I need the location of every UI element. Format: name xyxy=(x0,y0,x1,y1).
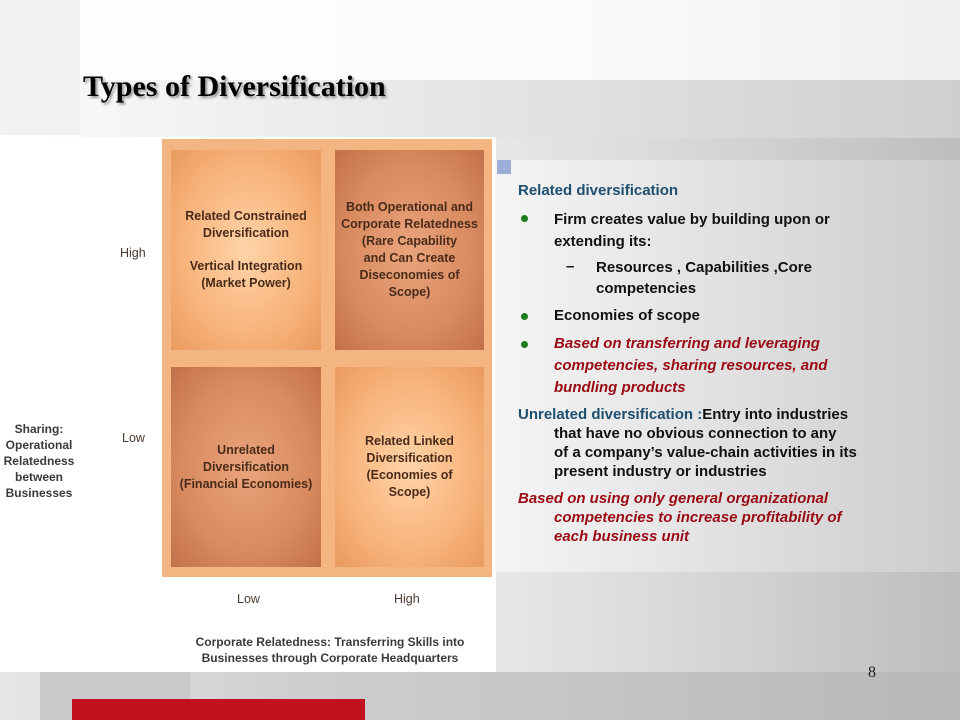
cell-unrelated xyxy=(171,367,321,567)
cell-text: (Economies of xyxy=(366,468,453,482)
cell-text: Unrelated xyxy=(217,442,275,457)
cell-text: Related Constrained xyxy=(185,209,307,223)
x-level-high: High xyxy=(394,592,420,606)
bullet-line: competencies, sharing resources, and xyxy=(554,357,828,374)
based-on-general-paragraph xyxy=(518,489,842,546)
unrelated-diversification-paragraph xyxy=(518,405,857,481)
y-axis-title-line: Relatedness xyxy=(3,454,75,468)
x-axis-title-line: Businesses through Corporate Headquarters xyxy=(201,651,459,665)
unrelated-line: that have no obvious connection to any xyxy=(554,425,837,442)
unrelated-line: present industry or industries xyxy=(554,463,767,480)
bullet-dot-icon xyxy=(521,215,528,222)
top-band xyxy=(0,0,960,80)
x-axis-title-line: Corporate Relatedness: Transferring Skills into xyxy=(195,635,465,649)
cell-text: Scope) xyxy=(388,285,431,299)
x-level-low: Low xyxy=(237,592,260,606)
bullet-line: bundling products xyxy=(554,379,686,396)
cell-text: and Can Create xyxy=(363,251,456,265)
accent-red-bar xyxy=(72,699,365,720)
bullet-dot-icon xyxy=(521,313,528,320)
y-level-high: High xyxy=(120,246,146,260)
y-axis-title xyxy=(3,421,75,501)
sub-bullet-line: competencies xyxy=(596,280,697,297)
bullet-dot-icon xyxy=(521,341,528,348)
y-axis-title-line: between xyxy=(14,470,63,484)
unrelated-line: of a company’s value-chain activities in its xyxy=(554,444,857,461)
sub-bullet-dash: – xyxy=(566,258,575,275)
y-axis-title-line: Sharing: xyxy=(14,422,64,436)
cell-text: (Rare Capability xyxy=(361,234,458,248)
cell-text: Diversification xyxy=(202,226,290,240)
slide-title: Types of Diversification xyxy=(83,70,386,103)
general-line: competencies to increase profitability of xyxy=(554,509,842,526)
panel-marker-square xyxy=(497,160,511,174)
cell-text: Diversification xyxy=(366,451,453,465)
bullet-based-on-transferring xyxy=(554,333,827,399)
cell-text: Corporate Relatedness xyxy=(341,217,478,231)
bullet-line: extending its: xyxy=(554,233,652,250)
bullet-line: Based on transferring and leveraging xyxy=(554,335,820,352)
cell-related-linked xyxy=(335,367,484,567)
bullet-economies-of-scope: Economies of scope xyxy=(554,307,700,324)
left-band xyxy=(0,0,80,135)
diversification-matrix xyxy=(0,137,496,672)
general-line: each business unit xyxy=(554,528,690,545)
bullet-line: Firm creates value by building upon or xyxy=(554,211,830,228)
y-axis-title-line: Operational xyxy=(5,438,73,452)
unrelated-label: Unrelated diversification : xyxy=(518,406,703,423)
cell-text: Diseconomies of xyxy=(359,268,460,282)
bullet-firm-creates-value xyxy=(554,209,830,253)
sub-bullet-line: Resources , Capabilities ,Core xyxy=(596,259,812,276)
cell-text: Diversification xyxy=(202,459,290,474)
cell-text: Scope) xyxy=(388,485,431,499)
cell-text: (Market Power) xyxy=(201,276,291,290)
heading-related-diversification: Related diversification xyxy=(518,182,679,199)
y-level-low: Low xyxy=(122,431,145,445)
cell-text: Vertical Integration xyxy=(189,259,303,273)
cell-both-relatedness xyxy=(335,150,484,350)
y-axis-title-line: Businesses xyxy=(5,486,73,500)
unrelated-text: Entry into industries xyxy=(702,406,849,423)
cell-related-constrained xyxy=(171,150,321,350)
page-number: 8 xyxy=(868,664,876,681)
sub-bullet-resources xyxy=(596,257,812,299)
x-axis-title xyxy=(165,634,495,666)
cell-text: (Financial Economies) xyxy=(179,476,313,491)
cell-text: Both Operational and xyxy=(345,200,474,214)
general-line: Based on using only general organizational xyxy=(518,490,829,507)
cell-text: Related Linked xyxy=(365,434,454,448)
